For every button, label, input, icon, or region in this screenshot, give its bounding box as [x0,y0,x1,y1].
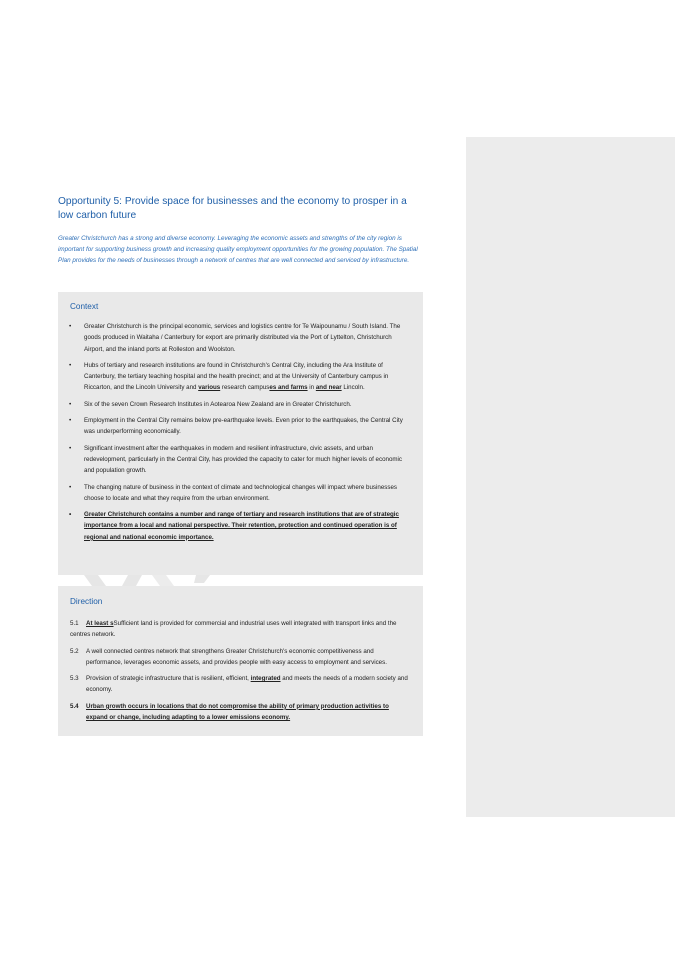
tracked-insertion: and near [315,384,342,392]
comment-margin-pane [466,137,675,817]
context-title: Context [70,302,99,311]
context-bullet: • Six of the seven Crown Research Institutes in Aotearoa New Zealand are in Greater Christchurch. [68,399,410,410]
direction-item [70,673,410,696]
item-text: Sufficient land is provided for commercial and industrial uses well integrated with transport links and the centres network. [70,620,397,639]
intro-paragraph: Greater Christchurch has a strong and diverse economy. Leveraging the economic assets and strengths of the city region is important for supporting business growth and increasing quality employment opportunities for the growing population. The Spatial Plan provides for the needs of businesses through a network of centres that are well connected and serviced by infrastructure. [58,235,418,265]
item-text: Provision of strategic infrastructure that is resilient, efficient, [86,675,251,683]
item-number: 5.2 [70,647,79,655]
bullet-text: Lincoln. [341,384,365,392]
decorative-chevron-graphic [84,575,214,586]
tracked-insertion: At least s [86,620,114,627]
direction-item-inserted [70,701,410,724]
tracked-insertion: various [198,384,221,392]
bullet-text: in [307,384,316,392]
bullet-text: research campus [220,384,270,392]
context-bullet: • Greater Christchurch is the principal economic, services and logistics centre for Te Waipounamu / South Island. The goods produced in Waitaha / Canterbury for export are primarily distributed via the Port of Lyttelton, Christchurch Airport, and the inland ports at Rolleston and Woolston. [68,321,410,355]
context-bullet-list [68,321,410,548]
bullet-text: Hubs of tertiary and research institutions are found in Christchurch's Central City, including the Ara Institute of Canterbury, the tertiary teaching hospital and the health precinct; and at the University of Canterbury campus in Riccarton, and the Lincoln University and [84,361,389,392]
direction-box [58,586,423,736]
tracked-insertion: integrated [250,675,281,683]
context-box [58,292,423,575]
context-bullet-inserted: • Greater Christchurch contains a number and range of tertiary and research institutions that are of strategic importance from a local and national perspective. Their retention, protection and continued operation is of regional and national economic importance. [68,509,410,543]
item-number: 5.3 [70,675,79,683]
context-bullet [68,360,410,394]
item-text: A well connected centres network that strengthens Greater Christchurch's economic competitiveness and performance, leverages economic assets, and provides people with easy access to employment and services. [86,647,387,666]
direction-item [70,646,410,669]
context-bullet: • Employment in the Central City remains below pre-earthquake levels. Even prior to the earthquakes, the Central City was underperforming economically. [68,415,410,438]
item-number: 5.4 [70,702,79,710]
section-heading: Opportunity 5: Provide space for businesses and the economy to prosper in a low carbon future [58,196,407,221]
item-number: 5.1 [70,620,79,627]
direction-item [70,618,410,641]
direction-title: Direction [70,597,103,606]
context-bullet: • Significant investment after the earthquakes in modern and resilient infrastructure, civic assets, and urban redevelopment, particularly in the Central City, has provided the capacity to cater for much higher levels of economic and population growth. [68,443,410,477]
direction-list [70,618,410,728]
item-text: Urban growth occurs in locations that do not compromise the ability of primary production activities to expand or change, including adapting to a lower emissions economy. [86,702,389,722]
item-text: and meets the needs of a modern society and economy. [86,675,408,694]
context-bullet: • The changing nature of business in the context of climate and technological changes will impact where businesses choose to locate and what they require from the urban environment. [68,482,410,505]
tracked-insertion: es and farms [269,384,308,392]
